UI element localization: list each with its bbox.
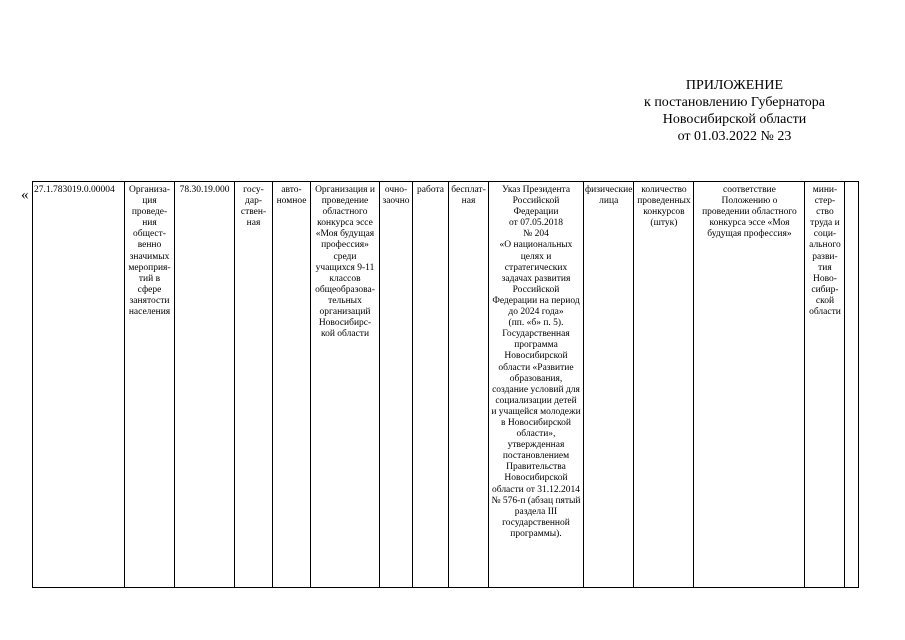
quality-indicator-cell: соответствие Положению о проведении областного конкурса эссе «Моя будущая профессия»	[694, 182, 805, 588]
okved-code-cell: 78.30.19.000	[175, 182, 235, 588]
volume-indicator-cell: количество проведенных конкурсов (штук)	[634, 182, 694, 588]
institution-type-cell: госу- дар- ствен- ная	[235, 182, 273, 588]
opening-quote-mark: «	[21, 187, 29, 203]
consumers-cell: физические лица	[584, 182, 634, 588]
document-header	[612, 77, 857, 145]
services-table	[32, 181, 859, 588]
registry-number-cell: 27.1.783019.0.00004	[33, 182, 125, 588]
work-content-cell: Организация и проведение областного конкурса эссе «Моя будущая профессия» среди учащихся 9-11 классов общеобразова- тельных организаций Новосибирс- кой области	[311, 182, 380, 588]
type-cell: работа	[413, 182, 449, 588]
legal-basis-cell: Указ Президента Российской Федерации от 07.05.2018 № 204 «О национальных целях и стратегических задачах развития Российской Федерации на период до 2024 года» (пп. «б» п. 5). Государственная программа Новосибирской области «Развитие образования, создание условий для социализации детей и учащейся молодежи в Новосибирской области», утвержденная постановлением Правительства Новосибирской области от 31.12.2014 № 576-п (абзац пятый раздела III государственной программы).	[489, 182, 584, 588]
payment-cell: бесплат- ная	[449, 182, 489, 588]
service-name-cell: Организа- ция проведе- ния общест- венно значимых мероприя- тий в сфере занятости населения	[125, 182, 175, 588]
region-line: Новосибирской области	[662, 112, 807, 127]
form-cell: очно- заочно	[380, 182, 413, 588]
institution-kind-cell: авто- номное	[273, 182, 311, 588]
table-row	[33, 182, 859, 588]
empty-cell	[845, 182, 859, 588]
date-number-line: от 01.03.2022 № 23	[677, 129, 792, 144]
resolution-line: к постановлению Губернатора	[644, 95, 825, 110]
appendix-title: ПРИЛОЖЕНИЕ	[685, 78, 784, 93]
authority-cell: мини- стер- ство труда и соци- ального разви- тия Ново- сибир- ской области	[805, 182, 845, 588]
